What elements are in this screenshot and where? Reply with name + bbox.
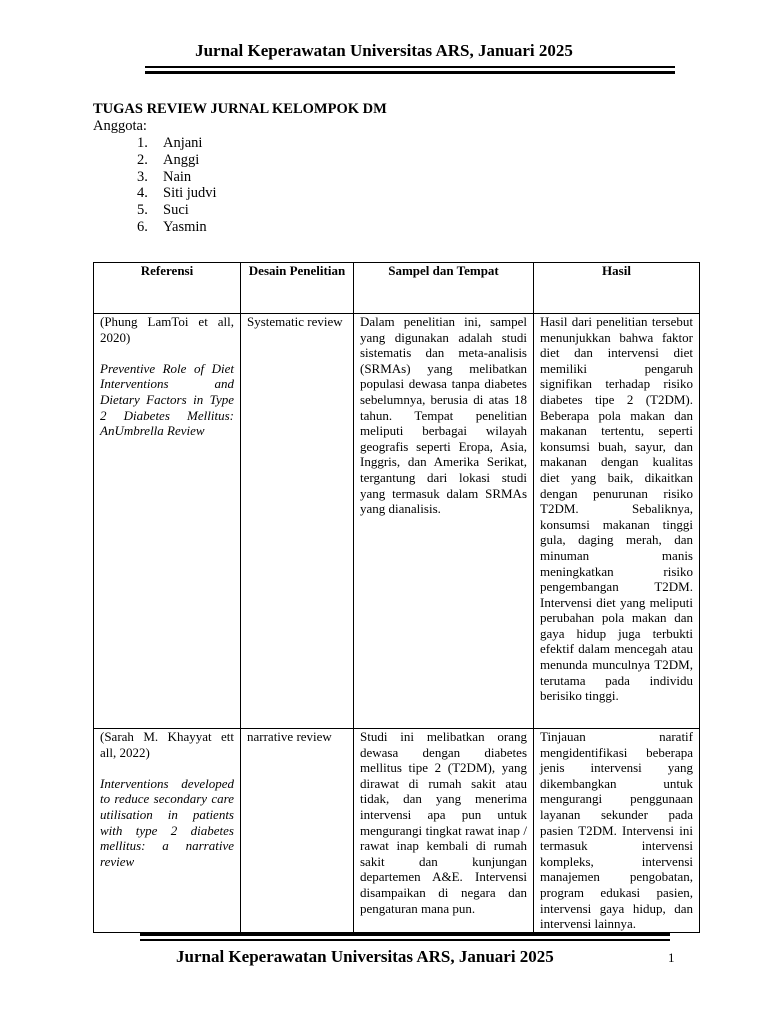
document-title: TUGAS REVIEW JURNAL KELOMPOK DM — [93, 101, 387, 117]
list-item: 3. Nain — [137, 168, 192, 185]
header-title: Jurnal Keperawatan Universitas ARS, Januari 2025 — [195, 41, 573, 60]
article-title: Preventive Role of Diet Interventions and Dietary Factors in Type 2 Diabetes Mellitus: AnUmbrella Review — [100, 360, 234, 439]
cell-referensi — [94, 314, 241, 729]
header-rule-thin — [145, 66, 675, 68]
column-header-referensi: Referensi — [94, 263, 241, 314]
list-item: 2. Anggi — [137, 151, 200, 168]
header-rule-thick — [145, 71, 675, 74]
page-number: 1 — [668, 950, 675, 965]
member-name: Yasmin — [163, 218, 207, 235]
article-title: Interventions developed to reduce secondary care utilisation in patients with type 2 diabetes mellitus: a narrative review — [100, 775, 234, 869]
column-header-sampel: Sampel dan Tempat — [354, 263, 534, 314]
member-name: Suci — [163, 202, 189, 219]
members-label: Anggota: — [93, 118, 147, 134]
cell-desain: narrative review — [241, 729, 354, 933]
cell-hasil: Tinjauan naratif mengidentifikasi beberapa jenis intervensi yang dikembangkan untuk mengurangi penggunaan layanan sekunder pada pasien T2DM. Intervensi ini termasuk intervensi kompleks, intervensi manajemen pengobatan, program edukasi pasien, intervensi gaya hidup, dan intervensi lainnya. — [534, 729, 700, 933]
member-name: Nain — [163, 168, 192, 185]
footer-rule-thick — [140, 933, 670, 936]
citation: (Sarah M. Khayyat ett all, 2022) — [100, 729, 234, 760]
member-name: Anggi — [163, 151, 200, 168]
cell-referensi — [94, 729, 241, 933]
cell-desain: Systematic review — [241, 314, 354, 729]
cell-sampel: Studi ini melibatkan orang dewasa dengan diabetes mellitus tipe 2 (T2DM), yang dirawat di rumah sakit atau tidak, dan yang menerima intervensi apa pun untuk mengurangi tingkat rawat inap / rawat inap kembali di rumah sakit dan kunjungan departemen A&E. Intervensi disampaikan di negara dan pengaturan mana pun. — [354, 729, 534, 933]
member-name: Siti judvi — [163, 185, 217, 202]
list-item: 4. Siti judvi — [137, 185, 217, 202]
list-item: 5. Suci — [137, 202, 189, 219]
table-row — [94, 314, 700, 729]
cell-hasil: Hasil dari penelitian tersebut menunjukkan bahwa faktor diet dan intervensi diet memiliki pengaruh signifikan terhadap risiko diabetes tipe 2 (T2DM). Beberapa pola makan dan makanan tertentu, seperti konsumsi buah, sayur, dan makanan dengan kualitas diet yang baik, dikaitkan dengan penurunan risiko T2DM. Sebaliknya, konsumsi makanan tinggi gula, daging merah, dan minuman manis meningkatkan risiko pengembangan T2DM. Intervensi diet yang meliputi perubahan pola makan dan gaya hidup juga terbukti efektif dalam mencegah atau menunda munculnya T2DM, terutama pada individu berisiko tinggi. — [534, 314, 700, 729]
list-item: 1. Anjani — [137, 135, 203, 151]
members-list — [137, 135, 217, 236]
table-row — [94, 729, 700, 933]
cell-sampel: Dalam penelitian ini, sampel yang digunakan adalah studi sistematis dan meta-analisis (SRMAs) yang melibatkan populasi dewasa tanpa diabetes sebelumnya, berusia di atas 18 tahun. Tempat penelitian meliputi berbagai wilayah geografis seperti Eropa, Asia, Inggris, dan Amerika Serikat, tergantung dari lokasi studi yang termasuk dalam SRMAs yang dianalisis. — [354, 314, 534, 729]
review-table — [93, 262, 700, 933]
list-item: 6. Yasmin — [137, 218, 207, 235]
table-header-row — [94, 263, 700, 314]
footer-title: Jurnal Keperawatan Universitas ARS, Januari 2025 — [176, 947, 554, 966]
citation: (Phung LamToi et all, 2020) — [100, 314, 234, 345]
footer-rule-thin — [140, 939, 670, 941]
member-name: Anjani — [163, 135, 203, 151]
column-header-desain: Desain Penelitian — [241, 263, 354, 314]
column-header-hasil: Hasil — [534, 263, 700, 314]
